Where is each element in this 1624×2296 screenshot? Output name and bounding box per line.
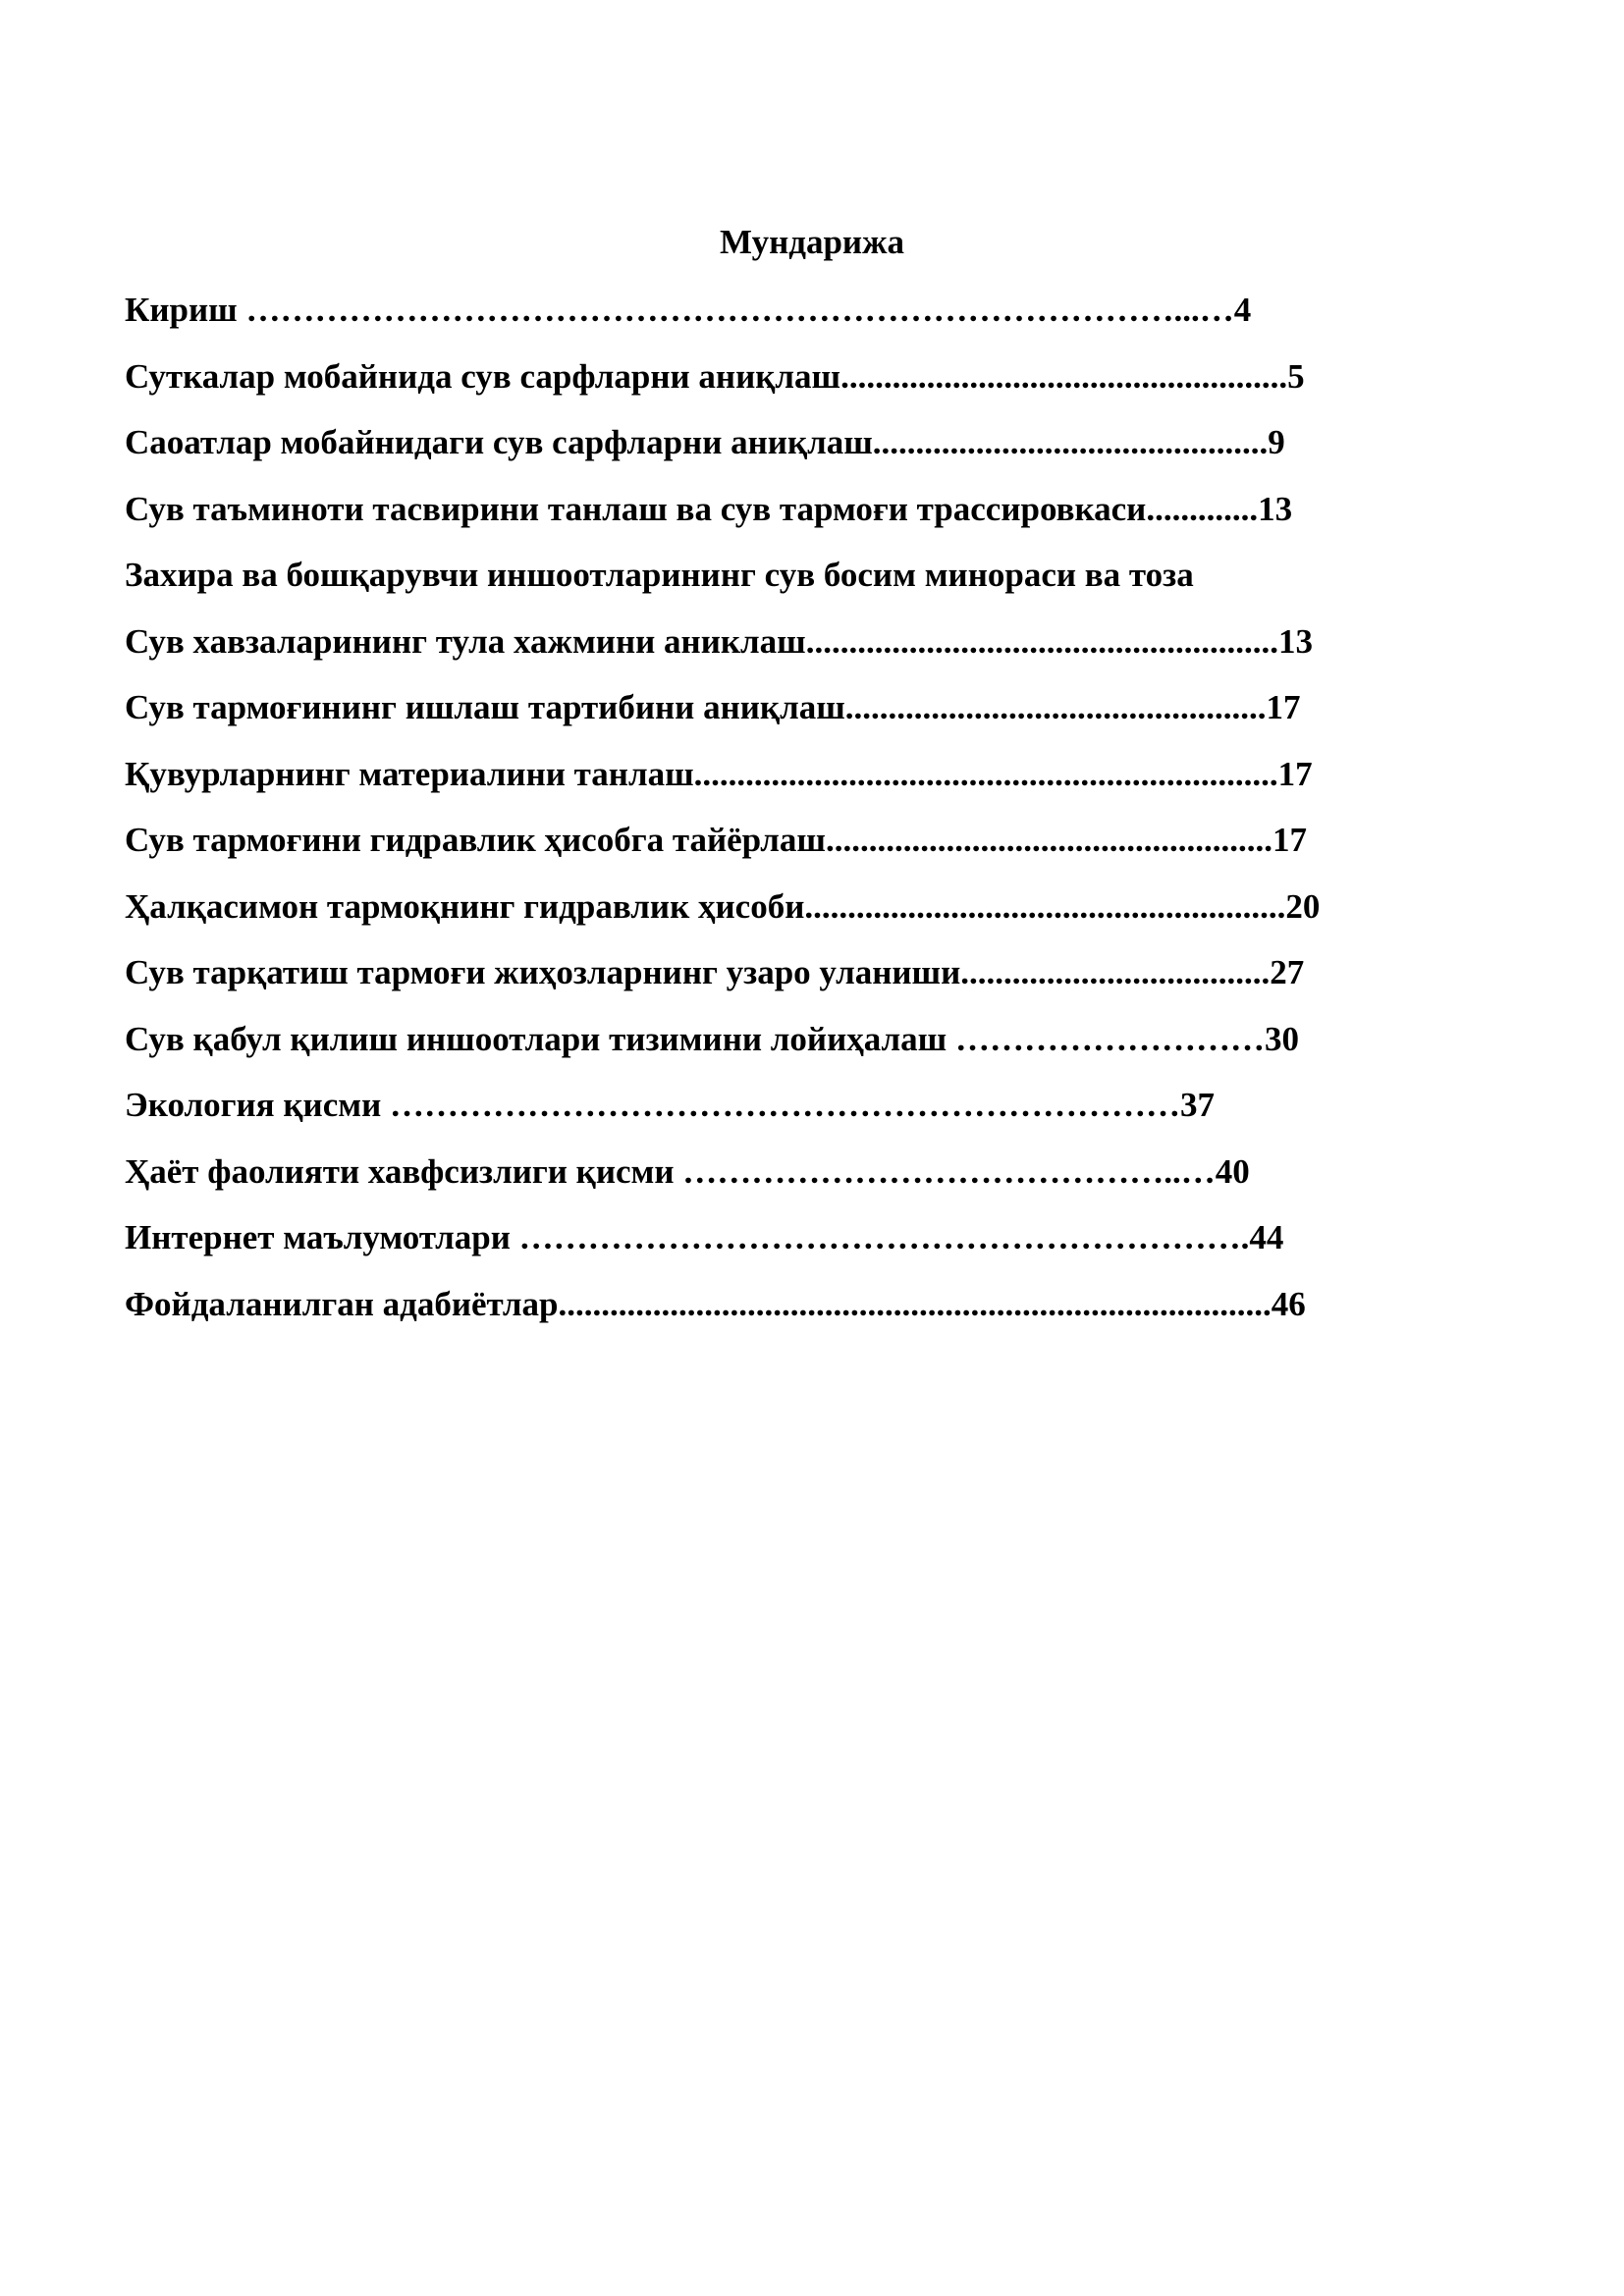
toc-entry-ecology: Экология қисми ……………………………………………………………37	[125, 1086, 1215, 1124]
toc-entry-internet-sources: Интернет маълумотлари ……………………………………………………….44	[125, 1218, 1284, 1256]
toc-title: Мундарижа	[720, 223, 904, 261]
toc-entry-hydraulic-preparation: Сув тармоғини гидравлик ҳисобга тайёрлаш....................................................17	[125, 821, 1307, 859]
toc-entry-hourly-water-flow: Саоатлар мобайнидаги сув сарфларни аниқлаш..............................................9	[125, 423, 1285, 461]
toc-entry-equipment-connection: Сув тарқатиш тармоғи жиҳозларнинг узаро уланиши....................................27	[125, 953, 1305, 991]
toc-entry-references: Фойдаланилган адабиётлар...................................................................................46	[125, 1284, 1306, 1323]
toc-entry-network-tracing: Сув таъминоти тасвирини танлаш ва сув тармоғи трассировкаси.............13	[125, 489, 1293, 528]
toc-entry-daily-water-flow: Суткалар мобайнида сув сарфларни аниқлаш....................................................5	[125, 356, 1305, 396]
toc-entry-network-operating-mode: Сув тармоғининг ишлаш тартибини аниқлаш.................................................17	[125, 688, 1301, 726]
toc-entry-ring-network-hydraulics: Ҳалқасимон тармоқнинг гидравлик ҳисоби........................................................20	[125, 886, 1321, 926]
toc-entry-life-safety: Ҳаёт фаолияти хавфсизлиги қисми ……………………………………..…40	[125, 1151, 1250, 1191]
toc-entry-reserve-structures: Захира ва бошқарувчи иншоотларининг сув босим минораси ва тоза	[125, 556, 1194, 594]
toc-entry-introduction: Кириш ………………………………………………………………………...…4	[125, 291, 1252, 329]
toc-entry-reservoir-volume: Сув хавзаларининг тула хажмини аниклаш.......................................................13	[125, 621, 1313, 661]
toc-entry-pipe-material: Қувурларнинг материалини танлаш....................................................................17	[125, 754, 1313, 793]
toc-entry-water-intake-design: Сув қабул қилиш иншоотлари тизимини лойиҳалаш ………………………30	[125, 1019, 1299, 1058]
toc-list	[125, 289, 1320, 1349]
